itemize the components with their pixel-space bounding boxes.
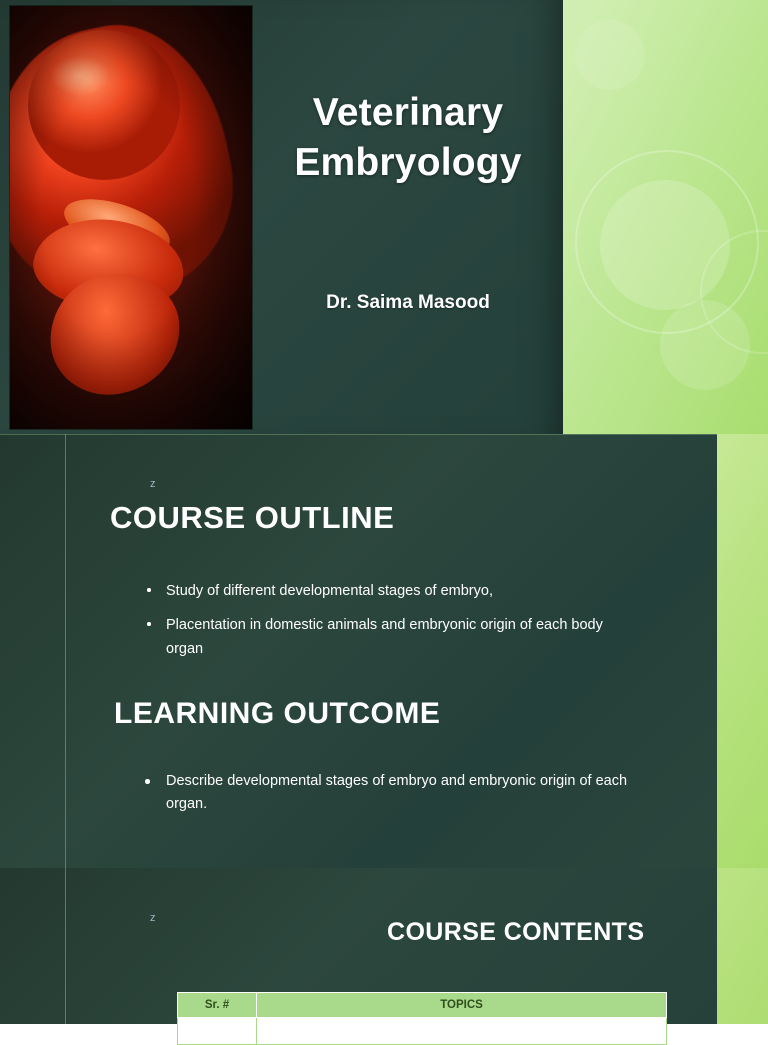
table-cell-topic [257,1018,667,1045]
presentation-title-line-2: Embryology [294,140,522,184]
list-item [142,614,642,661]
decorative-circle [575,20,645,90]
panel-top-rule [0,434,717,435]
table-header-row [178,993,667,1018]
course-outline-bullet-list [142,580,642,672]
panel-vertical-rule [65,868,66,1024]
bullet-dot-icon [147,588,151,592]
presentation-title-line-1: Veterinary [312,91,504,134]
image-vignette [10,6,252,429]
embryo-image [10,6,252,429]
bullet-dot-icon [145,779,150,784]
table-cell-sr [178,1018,257,1045]
list-item-text: Describe developmental stages of embryo and embryonic origin of each organ. [166,773,628,813]
table-head [178,993,667,1018]
list-item-text: Study of different developmental stages of embryo, [166,583,493,599]
list-item [142,770,652,817]
panel-vertical-rule [65,434,66,868]
slide-marker-z: z [150,912,156,924]
bullet-dot-icon [147,622,151,626]
presentation-title [258,88,558,188]
column-header-topics: TOPICS [257,993,667,1018]
heading-course-contents: COURSE CONTENTS [387,918,645,946]
list-item [142,580,642,603]
table-body [178,1018,667,1045]
slide-title [0,0,768,434]
presentation-author: Dr. Saima Masood [326,292,490,313]
heading-learning-outcome: LEARNING OUTCOME [114,697,441,730]
heading-course-outline: COURSE OUTLINE [110,500,395,535]
course-contents-table [177,992,667,1045]
learning-outcome-bullet-list [142,770,652,828]
slide-marker-z: z [150,478,156,490]
list-item-text: Placentation in domestic animals and embryonic origin of each body organ [166,617,603,657]
column-header-sr: Sr. # [178,993,257,1018]
table-row [178,1018,667,1045]
